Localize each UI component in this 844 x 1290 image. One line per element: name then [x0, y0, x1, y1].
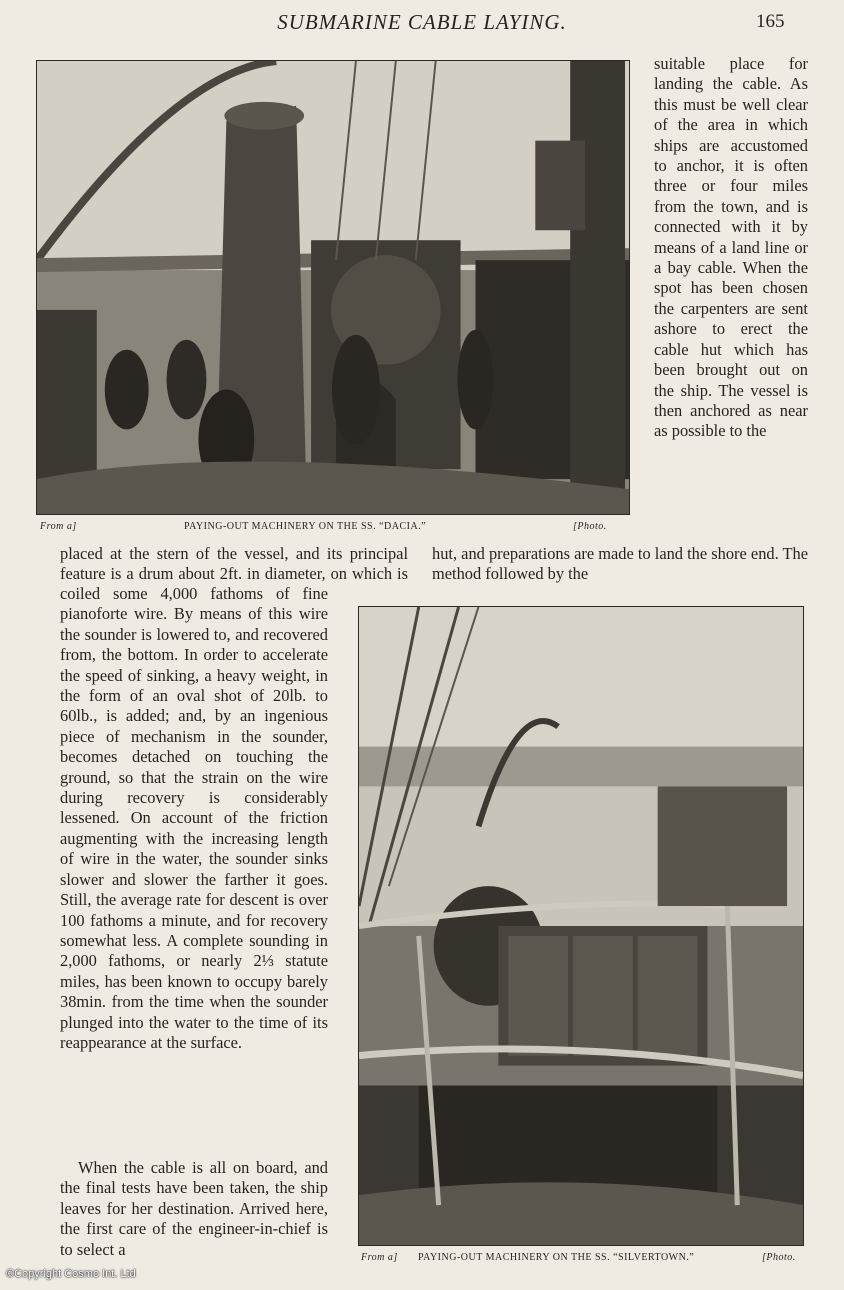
caption-source: From a] [361, 1252, 398, 1263]
body-text-right-column [654, 54, 808, 442]
caption-source: From a] [40, 521, 77, 532]
running-header-title: SUBMARINE CABLE LAYING. [277, 10, 567, 34]
paragraph: suitable place for landing the cable. As this must be well clear of the area in which ships are accustomed to anchor, it is often three or four miles from the town, and is connected with it by means of a land line or a bay cable. When the spot has been chosen the carpenters are sent ashore to erect the cable hut which has been brought out on the ship. The vessel is then anchored as near as possible to the [654, 54, 808, 441]
paragraph: coiled some 4,000 fathoms of fine pianoforte wire. By means of this wire the sounder is lowered to, and recovered from, the bottom. In order to accelerate the speed of sinking, a heavy weight, in the form of an oval shot of 20lb. to 60lb., is added; and, by an ingenious piece of mechanism in the sounder, becomes detached on touching the ground, so that the strain on the wire during recovery is considerably lessened. On account of the friction augmenting with the increasing length of wire in the water, the sounder sinks slower and slower the farther it goes. Still, the average rate for descent is over 100 fathoms a minute, and for recovery somewhat less. A complete sounding in 2,000 fathoms, or nearly 2⅓ statute miles, has been known to occupy barely 38min. from the time when the sounder plunged into the water to the time of its reappearance at the surface. [60, 584, 328, 1052]
photo-dacia-illustration [37, 61, 629, 514]
paragraph-wide-lines: placed at the stern of the vessel, and its principal feature is a drum about 2ft. in diameter, on which is [60, 544, 408, 584]
paragraph: hut, and preparations are made to land the shore end. The method followed by the [432, 544, 808, 584]
paragraph: When the cable is all on board, and the final tests have been taken, the ship leaves for her destination. Arrived here, the first care of the engineer-in-chief is to select a [60, 1158, 328, 1259]
copyright-watermark: ©Copyright Cosmo Int. Ltd [6, 1268, 136, 1280]
figure-caption: PAYING-OUT MACHINERY ON THE SS. “DACIA.” [184, 521, 427, 532]
photo-dacia-machinery [36, 60, 630, 515]
body-text-left-column-end [60, 1158, 328, 1260]
body-text-left-column [60, 544, 408, 1053]
caption-photo-credit: [Photo. [762, 1252, 796, 1263]
page-number: 165 [756, 11, 785, 32]
photo-silvertown-illustration [359, 607, 803, 1245]
body-text-right-continuation [432, 544, 808, 585]
caption-photo-credit: [Photo. [573, 521, 607, 532]
photo-silvertown-machinery [358, 606, 804, 1246]
figure-caption: PAYING-OUT MACHINERY ON THE SS. “SILVERTOWN.” [418, 1252, 695, 1263]
